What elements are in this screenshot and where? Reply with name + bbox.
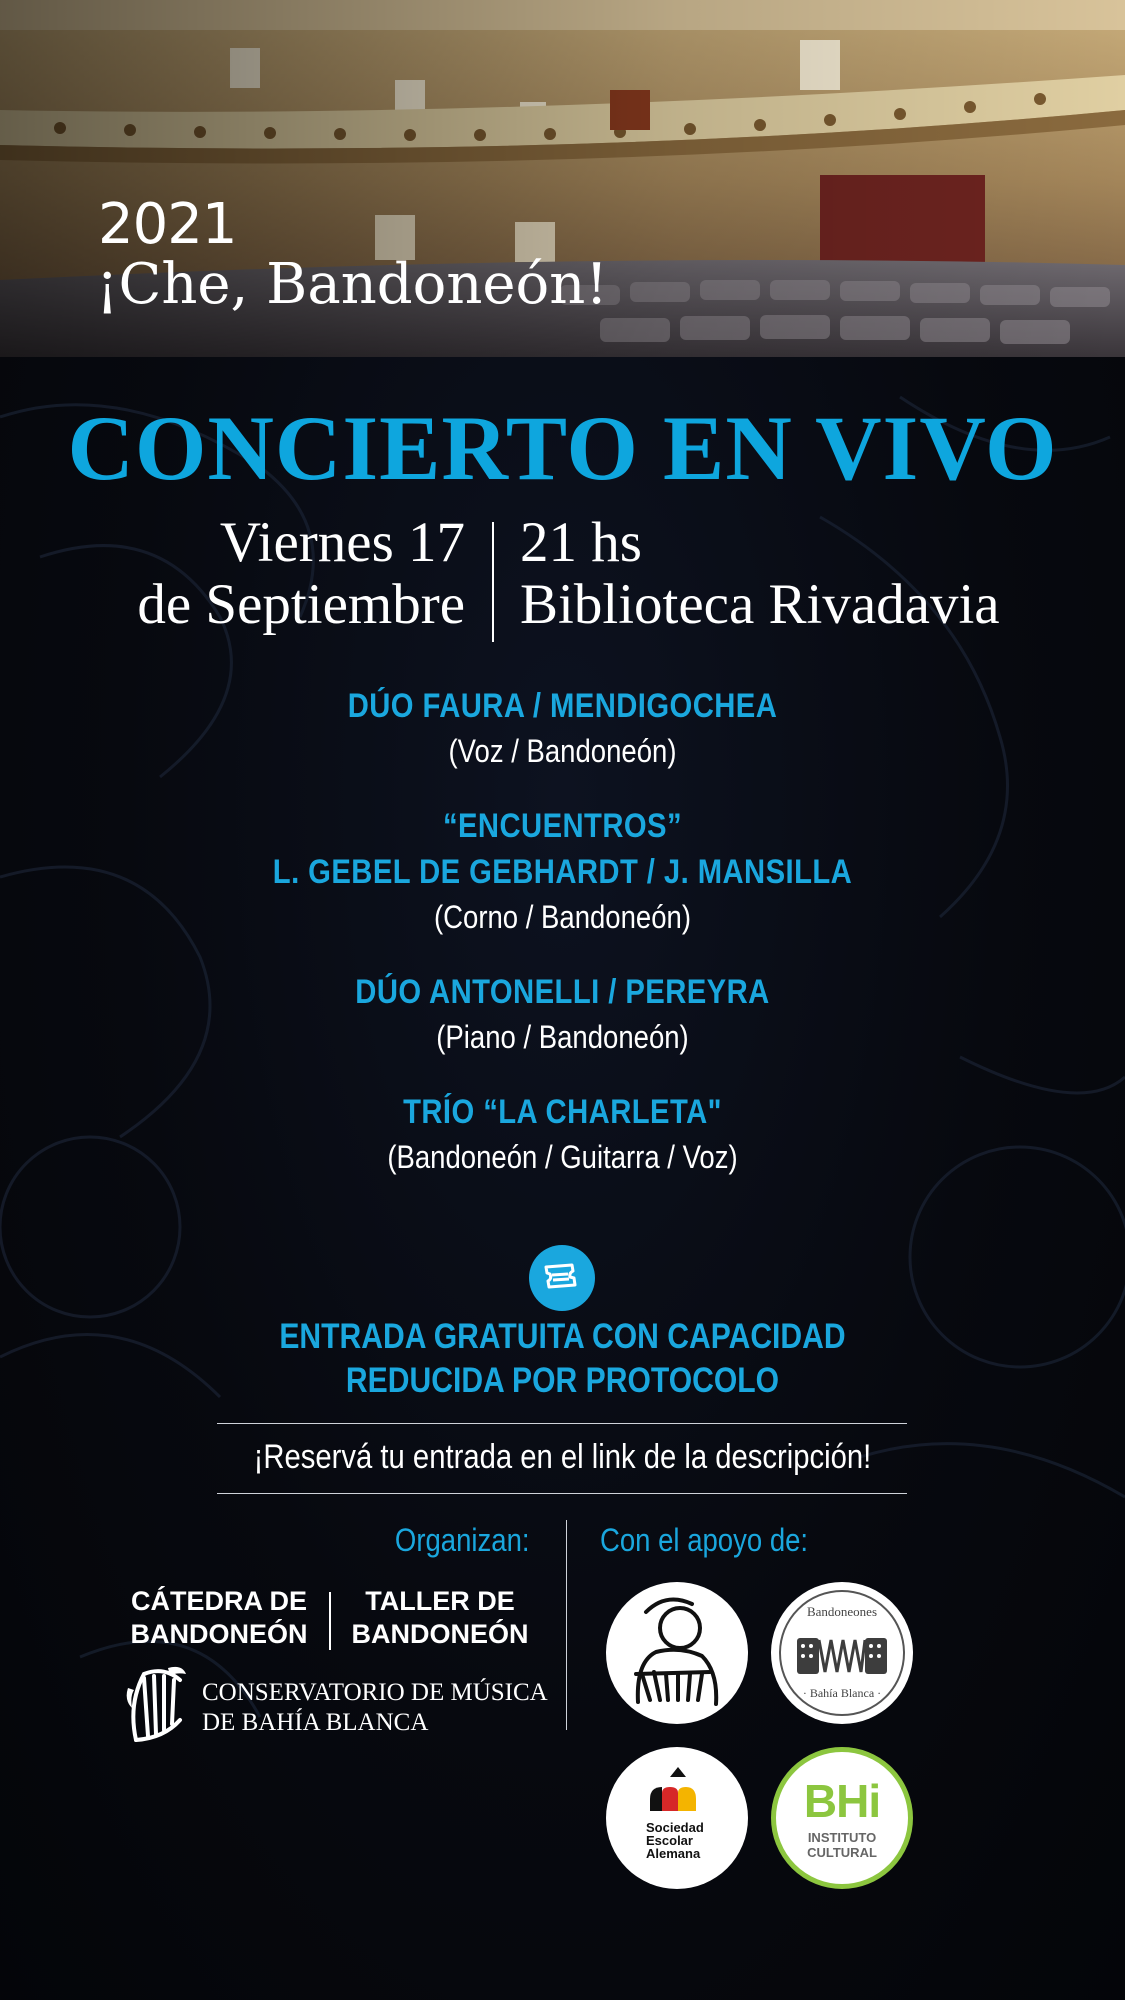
free-entry-line1: ENTRADA GRATUITA CON CAPACIDAD — [279, 1317, 846, 1356]
performer-item — [0, 803, 1125, 939]
sociedad-line3: Alemana — [646, 1846, 701, 1861]
event-month: de Septiembre — [137, 573, 465, 636]
sponsor-bandoneones-bahia-blanca-logo — [771, 1582, 913, 1724]
free-entry-line2: REDUCIDA POR PROTOCOLO — [345, 1361, 780, 1400]
performer-name: DÚO FAURA / MENDIGOCHEA — [347, 687, 778, 725]
catedra-logo — [120, 1585, 318, 1651]
ticket-glyph-icon — [542, 1261, 582, 1295]
performer-item — [0, 1089, 1125, 1179]
performer-name: L. GEBEL DE GEBHARDT / J. MANSILLA — [272, 853, 853, 891]
performer-name: DÚO ANTONELLI / PEREYRA — [355, 973, 770, 1011]
ticket-icon — [529, 1245, 595, 1311]
performer-item — [0, 969, 1125, 1059]
bhi-line1: INSTITUTO — [807, 1830, 877, 1845]
sponsor-bandoneonist-logo — [606, 1582, 748, 1724]
event-year: 2021 — [98, 192, 237, 257]
performer-instruments: (Voz / Bandoneón) — [448, 733, 677, 769]
date-divider — [492, 522, 494, 642]
free-entry-notice — [79, 1315, 1047, 1403]
bandoneon-player-icon — [606, 1582, 748, 1724]
event-time: 21 hs — [520, 511, 642, 574]
sponsor-sociedad-escolar-alemana-logo — [606, 1747, 748, 1889]
event-series-title: ¡Che, Bandoneón! — [96, 252, 608, 317]
performer-instruments: (Corno / Bandoneón) — [433, 899, 692, 935]
bahia-blanca-label: · Bahía Blanca · — [802, 1686, 882, 1700]
performers-list — [0, 683, 1125, 1209]
instituto-cultural-label — [776, 1830, 908, 1860]
sociedad-escolar-alemana-label — [646, 1821, 704, 1860]
performer-piece-title: “ENCUENTROS” — [442, 807, 683, 845]
performer-name: TRÍO “LA CHARLETA" — [403, 1093, 722, 1131]
performer-instruments: (Piano / Bandoneón) — [436, 1019, 689, 1055]
harp-logo-icon — [124, 1664, 190, 1744]
bandoneones-label: Bandoneones — [806, 1604, 878, 1619]
reservation-notice: ¡Reservá tu entrada en el link de la descripción! — [253, 1438, 872, 1476]
conservatorio-line2: DE BAHÍA BLANCA — [202, 1709, 429, 1736]
column-divider — [566, 1520, 567, 1730]
event-time-venue — [520, 512, 1000, 636]
concert-headline: CONCIERTO EN VIVO — [67, 397, 1058, 499]
sociedad-line1: Sociedad — [646, 1820, 704, 1835]
conservatorio-line1: CONSERVATORIO DE MÚSICA — [202, 1679, 548, 1706]
taller-logo — [340, 1585, 540, 1651]
taller-line2: BANDONEÓN — [351, 1619, 529, 1649]
organizers-label: Organizan: — [395, 1522, 530, 1558]
performer-item — [0, 683, 1125, 773]
taller-line1: TALLER DE — [365, 1586, 515, 1616]
bhi-line2: CULTURAL — [807, 1845, 877, 1860]
event-venue: Biblioteca Rivadavia — [520, 573, 1000, 636]
support-label: Con el apoyo de: — [600, 1522, 809, 1558]
sociedad-escolar-emblem-icon — [606, 1747, 748, 1889]
theater-photo-banner — [0, 0, 1125, 357]
date-venue-block — [0, 512, 1125, 642]
catedra-line1: CÁTEDRA DE — [130, 1586, 307, 1616]
catedra-line2: BANDONEÓN — [130, 1619, 308, 1649]
event-date — [137, 512, 465, 636]
performer-instruments: (Bandoneón / Guitarra / Voz) — [387, 1139, 738, 1175]
organizers-divider — [329, 1592, 331, 1650]
sociedad-line2: Escolar — [646, 1833, 693, 1848]
conservatorio-logo-text — [202, 1678, 548, 1738]
event-day: Viernes 17 — [219, 511, 465, 574]
sponsor-bhi-instituto-cultural-logo — [771, 1747, 913, 1889]
bhi-logo-text: BHi — [803, 1775, 881, 1827]
divider-top — [217, 1423, 907, 1424]
divider-bottom — [217, 1493, 907, 1494]
